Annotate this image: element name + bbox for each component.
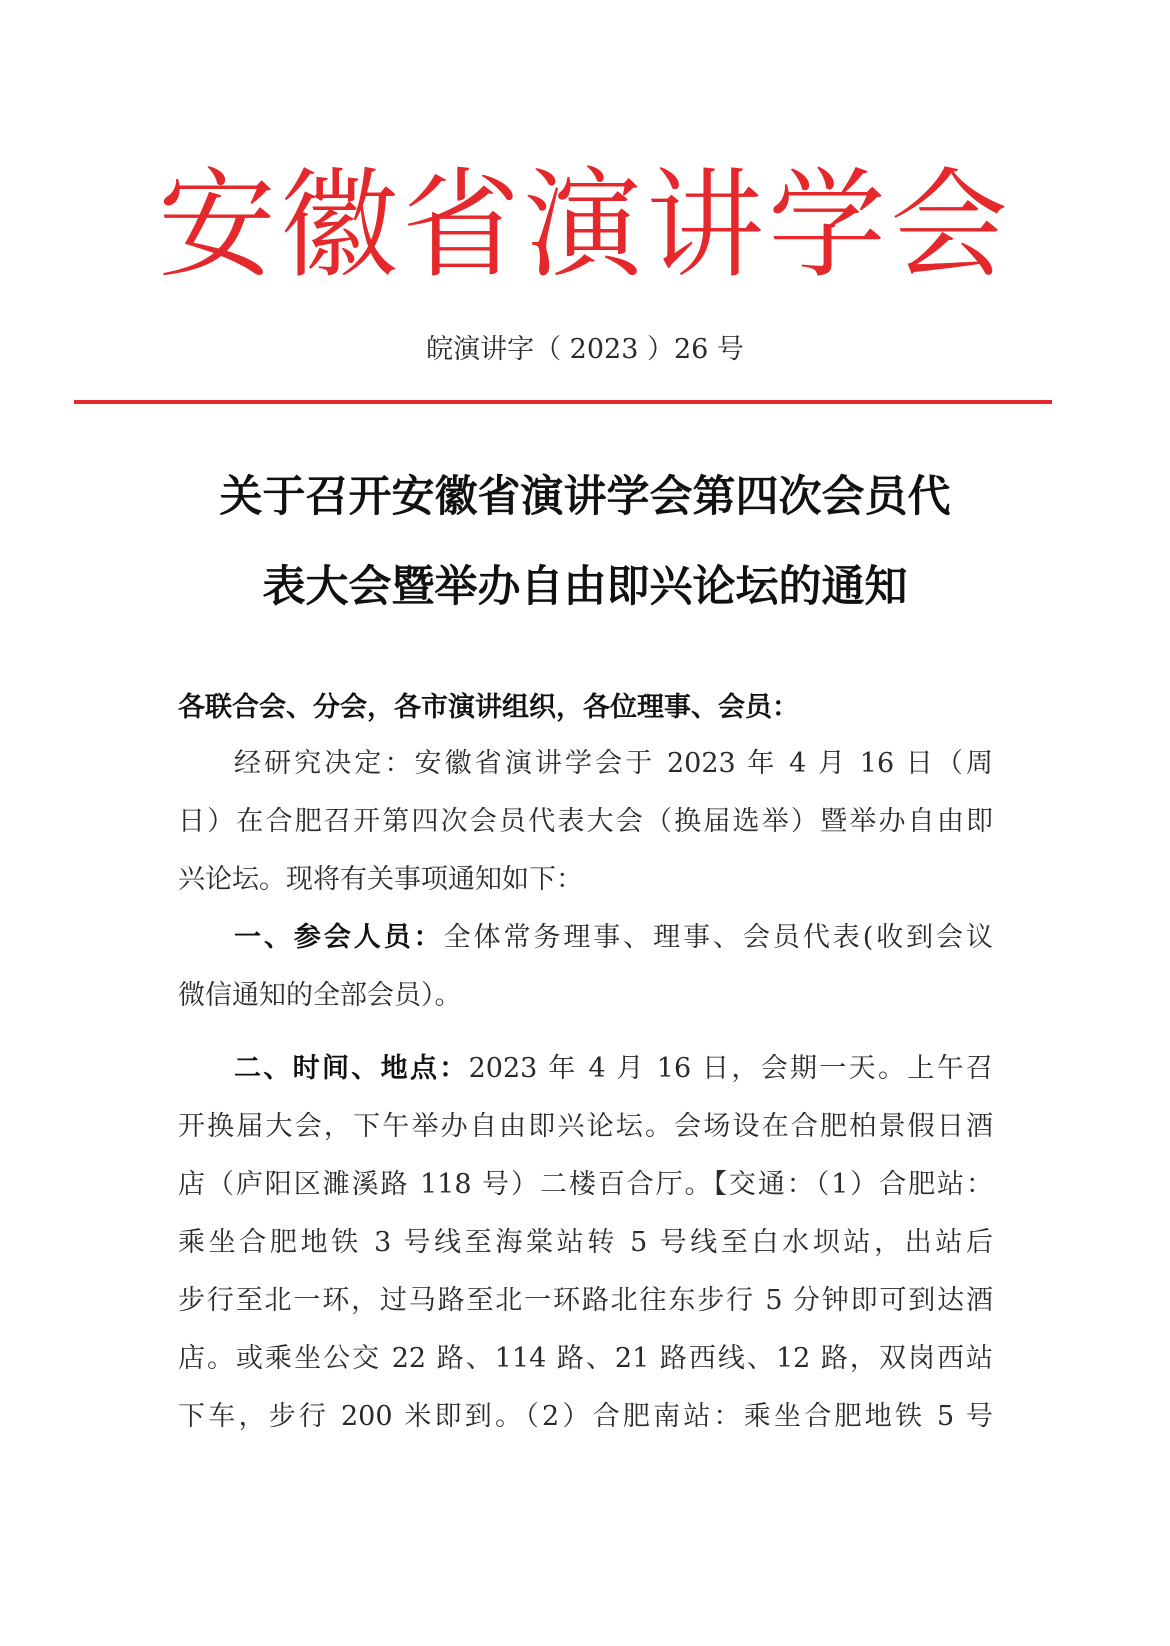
red-divider-line: [74, 400, 1052, 404]
section-2-heading: 二、时间、地点：: [234, 1053, 469, 1084]
body-line: 下车，步行 200 米即到。（2）合肥南站：乘坐合肥地铁 5 号: [178, 1401, 993, 1432]
body-line: 日）在合肥召开第四次会员代表大会（换届选举）暨举办自由即: [178, 806, 993, 837]
organization-masthead: 安徽省演讲学会: [157, 156, 1012, 294]
body-line: 微信通知的全部会员）。: [178, 980, 462, 1011]
body-line: 乘坐合肥地铁 3 号线至海棠站转 5 号线至白水坝站，出站后: [178, 1227, 993, 1258]
section-2-first-line: [234, 1049, 993, 1089]
body-line: 兴论坛。现将有关事项通知如下：: [178, 864, 583, 895]
body-line: 开换届大会，下午举办自由即兴论坛。会场设在合肥柏景假日酒: [178, 1111, 993, 1142]
section-1-first-line: [234, 918, 993, 958]
notice-title-line-1: 关于召开安徽省演讲学会第四次会员代: [219, 472, 951, 522]
section-2-text: 2023 年 4 月 16 日，会期一天。上午召: [468, 1053, 993, 1084]
body-line: 经研究决定：安徽省演讲学会于 2023 年 4 月 16 日（周: [234, 748, 993, 779]
notice-title-line-2: 表大会暨举办自由即兴论坛的通知: [262, 562, 908, 612]
document-number: 皖演讲字（ 2023 ）26 号: [426, 334, 744, 365]
body-line: 步行至北一环，过马路至北一环路北往东步行 5 分钟即可到达酒: [178, 1285, 993, 1316]
section-1-heading: 一、参会人员：: [234, 922, 444, 953]
body-line: 店（庐阳区濉溪路 118 号）二楼百合厅。【交通：（1）合肥站：: [178, 1169, 993, 1200]
salutation: 各联合会、分会，各市演讲组织，各位理事、会员：: [178, 692, 799, 723]
body-line: 店。或乘坐公交 22 路、114 路、21 路西线、12 路，双岗西站: [178, 1343, 993, 1374]
section-1-text: 全体常务理事、理事、会员代表(收到会议: [443, 922, 993, 953]
